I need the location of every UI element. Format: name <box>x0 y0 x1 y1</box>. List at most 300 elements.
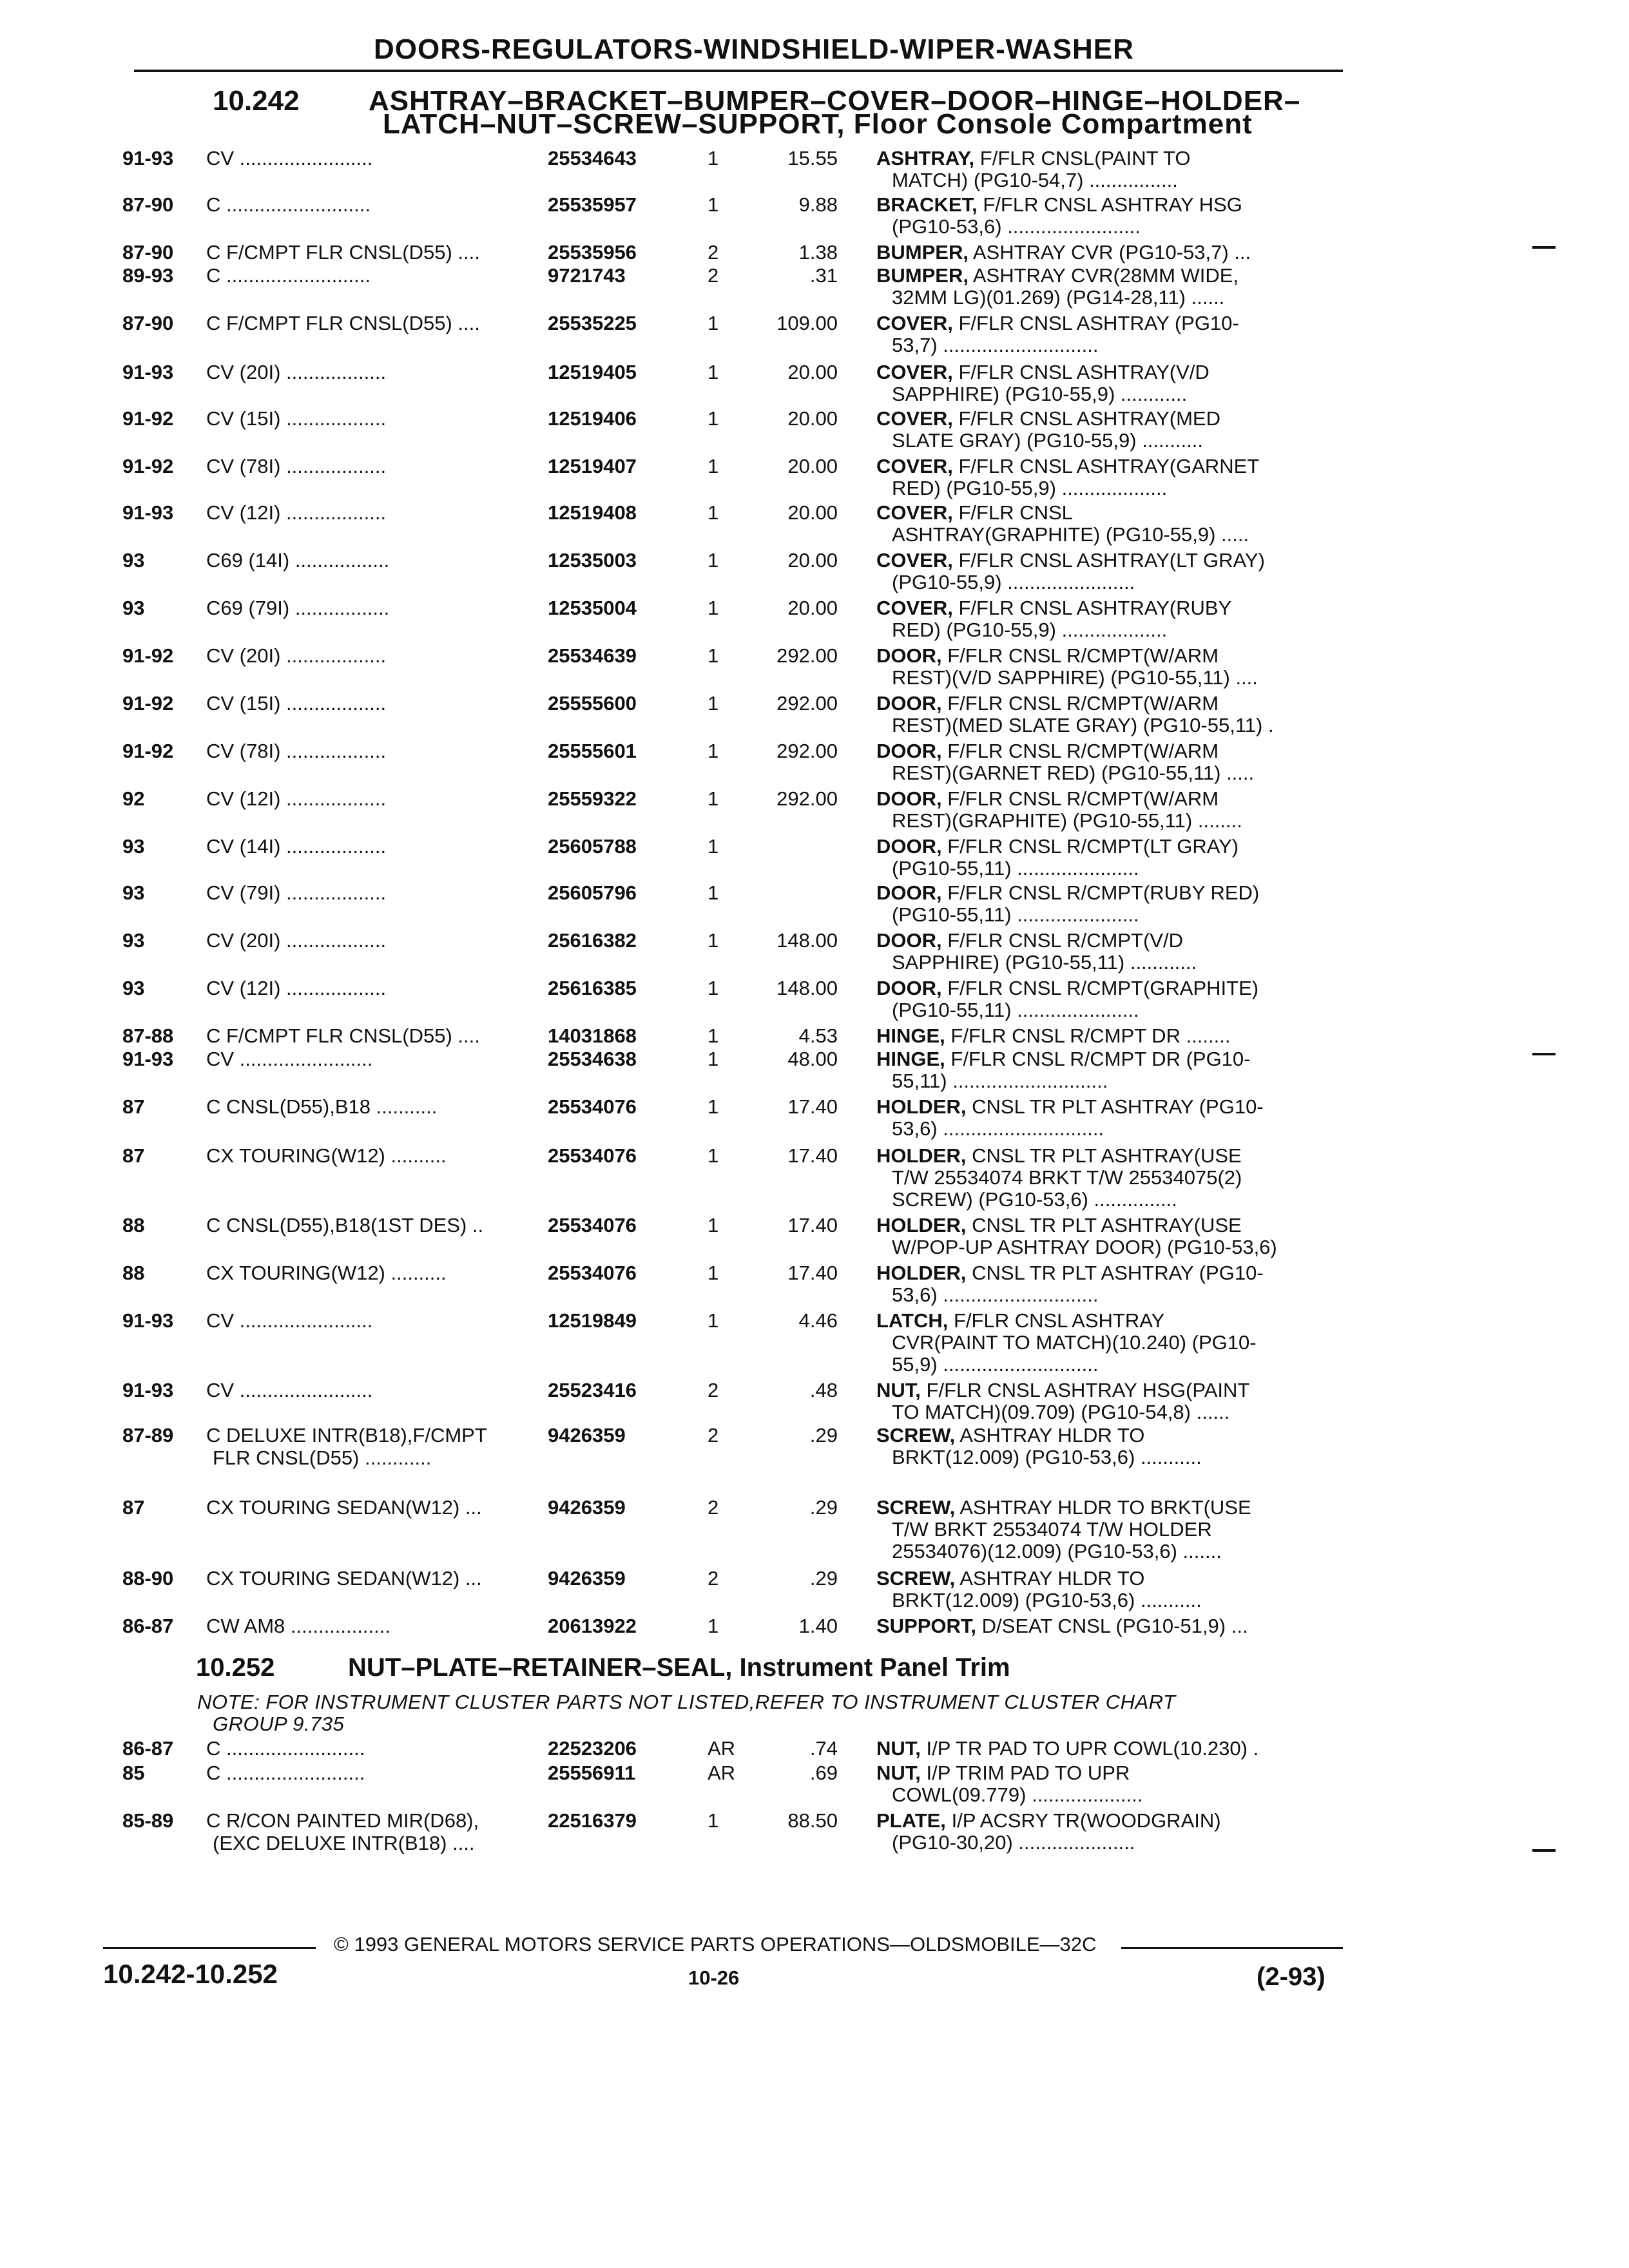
row-price: 20.00 <box>787 455 838 477</box>
row-part-number: 9426359 <box>548 1567 626 1590</box>
row-model: C69 (14I) ................. <box>206 549 390 572</box>
row-description-line1: F/FLR CNSL R/CMPT(W/ARM <box>947 644 1219 667</box>
table-row <box>0 361 1629 406</box>
row-description-line1: ASHTRAY HLDR TO <box>959 1567 1145 1590</box>
row-price: 292.00 <box>776 740 838 762</box>
row-price: 4.53 <box>798 1024 838 1047</box>
row-year: 92 <box>122 787 145 810</box>
row-year: 91-93 <box>122 1379 174 1401</box>
row-quantity: 1 <box>708 455 719 477</box>
row-price: 292.00 <box>776 692 838 715</box>
row-part-number: 14031868 <box>548 1024 637 1047</box>
row-part-name: COVER, <box>876 312 953 334</box>
table-row <box>0 1567 1629 1612</box>
row-description-line1: F/FLR CNSL R/CMPT(LT GRAY) <box>947 835 1239 858</box>
section2-title <box>348 1653 1010 1682</box>
row-part-name: NUT, <box>876 1379 921 1401</box>
row-description-line1: CNSL TR PLT ASHTRAY (PG10- <box>972 1262 1264 1284</box>
margin-tick <box>1532 1053 1556 1055</box>
table-row <box>0 1262 1629 1307</box>
row-description <box>876 644 1334 668</box>
table-row <box>0 1809 1629 1854</box>
row-part-name: ASHTRAY, <box>876 147 975 169</box>
row-price: 88.50 <box>787 1809 838 1832</box>
row-quantity: 1 <box>708 193 719 216</box>
row-price: 17.40 <box>787 1095 838 1118</box>
row-description-line1: CNSL TR PLT ASHTRAY (PG10- <box>972 1095 1264 1118</box>
section2-note-line1: NOTE: FOR INSTRUMENT CLUSTER PARTS NOT LISTED,REFER TO INSTRUMENT CLUSTER CHART <box>197 1691 1176 1713</box>
table-row <box>0 1095 1629 1140</box>
table-row <box>0 1496 1629 1562</box>
row-year: 87-90 <box>122 241 174 264</box>
row-description <box>876 312 1334 335</box>
row-part-number: 12519405 <box>548 361 637 383</box>
table-row <box>0 264 1629 309</box>
row-part-name: SCREW, <box>876 1496 956 1519</box>
row-part-name: HOLDER, <box>876 1262 967 1284</box>
row-year: 88-90 <box>122 1567 174 1590</box>
row-quantity: 1 <box>708 881 719 904</box>
row-price: .31 <box>809 264 838 287</box>
row-description-line1: F/FLR CNSL(PAINT TO <box>979 147 1191 169</box>
row-description <box>876 1496 1334 1519</box>
row-model: C DELUXE INTR(B18),F/CMPT <box>206 1424 487 1446</box>
row-price: .48 <box>809 1379 838 1401</box>
row-description-line2: SLATE GRAY) (PG10-55,9) ........... <box>892 429 1203 452</box>
margin-tick <box>1532 246 1556 249</box>
row-description <box>876 241 1334 264</box>
row-description <box>876 929 1334 952</box>
row-part-number: 25534076 <box>548 1144 637 1167</box>
row-description-line2: COWL(09.779) .................... <box>892 1783 1143 1806</box>
row-price: 148.00 <box>776 977 838 999</box>
row-description-line1: CNSL TR PLT ASHTRAY(USE <box>972 1144 1242 1167</box>
row-year: 87-90 <box>122 193 174 216</box>
footer-rule-left <box>103 1947 316 1949</box>
row-part-name: HOLDER, <box>876 1214 967 1236</box>
row-description <box>876 1567 1334 1590</box>
row-quantity: 1 <box>708 597 719 619</box>
row-price: 9.88 <box>798 193 838 216</box>
row-description-line2: (PG10-30,20) ..................... <box>892 1831 1135 1854</box>
row-quantity: AR <box>708 1762 736 1784</box>
row-quantity: 1 <box>708 1309 719 1332</box>
row-price: 1.38 <box>798 241 838 264</box>
row-price: 20.00 <box>787 501 838 524</box>
row-model: CV (12I) .................. <box>206 501 387 524</box>
row-model: C F/CMPT FLR CNSL(D55) .... <box>206 1024 480 1047</box>
row-description-line1: ASHTRAY CVR(28MM WIDE, <box>972 264 1239 287</box>
row-description-line1: F/FLR CNSL ASHTRAY HSG <box>983 193 1242 216</box>
row-quantity: AR <box>708 1737 736 1760</box>
row-price: 4.46 <box>798 1309 838 1332</box>
row-part-name: PLATE, <box>876 1809 946 1832</box>
row-description-line2: 32MM LG)(01.269) (PG14-28,11) ...... <box>892 286 1225 309</box>
row-description <box>876 1762 1334 1785</box>
row-year: 88 <box>122 1262 145 1284</box>
row-model: CV (20I) .................. <box>206 361 387 383</box>
row-model: CV (15I) .................. <box>206 692 387 715</box>
row-model: CV (79I) .................. <box>206 881 387 904</box>
row-year: 91-92 <box>122 455 174 477</box>
table-row <box>0 929 1629 974</box>
row-model-line2: (EXC DELUXE INTR(B18) .... <box>213 1832 475 1854</box>
row-part-name: DOOR, <box>876 835 942 858</box>
row-year: 93 <box>122 929 145 952</box>
row-description <box>876 1262 1334 1285</box>
row-part-name: DOOR, <box>876 740 942 762</box>
row-description-line1: ASHTRAY CVR (PG10-53,7) ... <box>972 241 1251 264</box>
row-part-number: 25555601 <box>548 740 637 762</box>
row-year: 87-90 <box>122 312 174 334</box>
row-year: 91-93 <box>122 361 174 383</box>
row-quantity: 2 <box>708 241 719 264</box>
row-price: 17.40 <box>787 1144 838 1167</box>
row-description <box>876 264 1334 287</box>
row-model: CV (78I) .................. <box>206 740 387 762</box>
row-description-line2: (PG10-55,9) ....................... <box>892 571 1135 593</box>
section-title-line2 <box>383 108 1253 140</box>
row-year: 91-93 <box>122 501 174 524</box>
row-quantity: 1 <box>708 312 719 334</box>
row-description-line2: (PG10-55,11) ...................... <box>892 903 1139 926</box>
row-price: 148.00 <box>776 929 838 952</box>
row-year: 87 <box>122 1144 145 1167</box>
row-price: 20.00 <box>787 407 838 430</box>
row-description-line2: 55,11) ............................ <box>892 1070 1108 1092</box>
row-part-number: 12519408 <box>548 501 637 524</box>
row-description-line2: (PG10-55,11) ...................... <box>892 999 1139 1021</box>
row-part-number: 12535004 <box>548 597 637 619</box>
table-row <box>0 835 1629 880</box>
row-description-line2: REST)(GARNET RED) (PG10-55,11) ..... <box>892 762 1255 784</box>
row-part-number: 22523206 <box>548 1737 637 1760</box>
row-part-number: 25534643 <box>548 147 637 169</box>
row-description <box>876 835 1334 858</box>
row-description-line2: RED) (PG10-55,9) ................... <box>892 477 1168 499</box>
row-model: CX TOURING(W12) .......... <box>206 1262 447 1284</box>
row-quantity: 1 <box>708 977 719 999</box>
row-quantity: 1 <box>708 147 719 169</box>
row-model: CV (12I) .................. <box>206 977 387 999</box>
row-part-name: HOLDER, <box>876 1095 967 1118</box>
row-quantity: 1 <box>708 1144 719 1167</box>
row-part-name: BUMPER, <box>876 264 969 287</box>
row-description-line2: T/W BRKT 25534074 T/W HOLDER <box>892 1518 1212 1541</box>
row-year: 91-92 <box>122 644 174 667</box>
row-description-line2: REST)(V/D SAPPHIRE) (PG10-55,11) .... <box>892 666 1258 689</box>
row-price: 48.00 <box>787 1048 838 1070</box>
row-price: .29 <box>809 1424 838 1446</box>
row-description-line1: CNSL TR PLT ASHTRAY(USE <box>972 1214 1242 1236</box>
row-part-number: 12519406 <box>548 407 637 430</box>
row-description-line2: REST)(GRAPHITE) (PG10-55,11) ........ <box>892 809 1242 832</box>
row-quantity: 2 <box>708 1379 719 1401</box>
row-description-line2: 53,6) ............................ <box>892 1283 1099 1306</box>
row-quantity: 1 <box>708 929 719 952</box>
section2-subtitle: Instrument Panel Trim <box>739 1653 1010 1682</box>
row-part-number: 25534076 <box>548 1262 637 1284</box>
row-price: 292.00 <box>776 644 838 667</box>
row-part-name: COVER, <box>876 407 953 430</box>
margin-tick <box>1532 1849 1556 1852</box>
row-description <box>876 1048 1334 1071</box>
row-quantity: 1 <box>708 835 719 858</box>
row-part-number: 12519849 <box>548 1309 637 1332</box>
row-part-name: DOOR, <box>876 881 942 904</box>
row-part-number: 25559322 <box>548 787 637 810</box>
row-model: C CNSL(D55),B18 ........... <box>206 1095 438 1118</box>
row-quantity: 1 <box>708 787 719 810</box>
row-year: 87 <box>122 1496 145 1519</box>
row-price: .69 <box>809 1762 838 1784</box>
row-description <box>876 1615 1334 1638</box>
row-description-line1: F/FLR CNSL ASHTRAY <box>953 1309 1165 1332</box>
row-model: C ......................... <box>206 1762 365 1784</box>
row-price: 17.40 <box>787 1214 838 1236</box>
row-model: CV (15I) .................. <box>206 407 387 430</box>
footer-rule-right <box>1121 1947 1343 1949</box>
row-description-line1: ASHTRAY HLDR TO BRKT(USE <box>959 1496 1251 1519</box>
row-quantity: 1 <box>708 1024 719 1047</box>
row-description-line1: F/FLR CNSL ASHTRAY(MED <box>958 407 1220 430</box>
row-quantity: 1 <box>708 1048 719 1070</box>
table-row <box>0 881 1629 927</box>
row-description-line3: SCREW) (PG10-53,6) ............... <box>892 1188 1177 1211</box>
row-description <box>876 361 1334 384</box>
row-part-name: DOOR, <box>876 692 942 715</box>
row-description-line2: RED) (PG10-55,9) ................... <box>892 619 1168 641</box>
row-description <box>876 1424 1334 1447</box>
row-part-number: 25605788 <box>548 835 637 858</box>
row-description-line2: CVR(PAINT TO MATCH)(10.240) (PG10- <box>892 1331 1257 1354</box>
row-part-name: COVER, <box>876 455 953 477</box>
row-part-number: 12535003 <box>548 549 637 572</box>
row-model: CX TOURING(W12) .......... <box>206 1144 447 1167</box>
table-row <box>0 193 1629 238</box>
row-description-line1: F/FLR CNSL ASHTRAY(RUBY <box>958 597 1232 619</box>
table-row <box>0 147 1629 192</box>
row-model: CW AM8 .................. <box>206 1615 390 1637</box>
row-description-line1: I/P TR PAD TO UPR COWL(10.230) . <box>926 1737 1259 1760</box>
table-row <box>0 1048 1629 1093</box>
table-row <box>0 407 1629 452</box>
row-description <box>876 1309 1334 1332</box>
row-year: 88 <box>122 1214 145 1236</box>
table-row <box>0 644 1629 689</box>
section-number: 10.242 <box>213 85 300 117</box>
row-part-name: LATCH, <box>876 1309 949 1332</box>
row-price: .29 <box>809 1496 838 1519</box>
row-description-line2: 53,6) ............................. <box>892 1117 1104 1140</box>
table-row <box>0 597 1629 642</box>
row-part-number: 20613922 <box>548 1615 637 1637</box>
table-row <box>0 740 1629 785</box>
row-year: 91-92 <box>122 407 174 430</box>
table-row <box>0 1379 1629 1424</box>
row-model-line2: FLR CNSL(D55) ............ <box>213 1446 432 1469</box>
row-part-name: DOOR, <box>876 644 942 667</box>
row-description <box>876 740 1334 763</box>
row-part-name: COVER, <box>876 361 953 383</box>
row-quantity: 2 <box>708 264 719 287</box>
row-model: C F/CMPT FLR CNSL(D55) .... <box>206 312 480 334</box>
row-description-line1: F/FLR CNSL R/CMPT(GRAPHITE) <box>947 977 1259 999</box>
row-description-line1: F/FLR CNSL R/CMPT(V/D <box>947 929 1183 952</box>
row-description-line2: BRKT(12.009) (PG10-53,6) ........... <box>892 1589 1202 1611</box>
row-price: 17.40 <box>787 1262 838 1284</box>
row-part-name: SUPPORT, <box>876 1615 977 1637</box>
row-model: CV (14I) .................. <box>206 835 387 858</box>
row-year: 93 <box>122 597 145 619</box>
row-description-line1: F/FLR CNSL ASHTRAY HSG(PAINT <box>926 1379 1250 1401</box>
row-quantity: 2 <box>708 1424 719 1446</box>
row-part-name: SCREW, <box>876 1424 956 1446</box>
row-part-name: NUT, <box>876 1737 921 1760</box>
row-price: 20.00 <box>787 597 838 619</box>
row-model: CV ........................ <box>206 1379 373 1401</box>
row-description-line2: BRKT(12.009) (PG10-53,6) ........... <box>892 1446 1202 1468</box>
row-year: 91-92 <box>122 740 174 762</box>
row-part-name: BRACKET, <box>876 193 978 216</box>
row-model: CX TOURING SEDAN(W12) ... <box>206 1567 482 1590</box>
table-row <box>0 692 1629 737</box>
row-description-line2: 53,7) ............................ <box>892 334 1099 356</box>
row-description-line1: F/FLR CNSL R/CMPT(W/ARM <box>947 740 1219 762</box>
row-description-line1: F/FLR CNSL R/CMPT DR (PG10- <box>950 1048 1251 1070</box>
row-part-name: HOLDER, <box>876 1144 967 1167</box>
section-subtitle: Floor Console Compartment <box>853 108 1253 140</box>
row-description-line2: ASHTRAY(GRAPHITE) (PG10-55,9) ..... <box>892 523 1249 546</box>
row-part-name: SCREW, <box>876 1567 956 1590</box>
row-year: 91-93 <box>122 147 174 169</box>
row-description-line1: F/FLR CNSL R/CMPT DR ........ <box>950 1024 1231 1047</box>
row-description <box>876 1737 1334 1760</box>
row-model: C .......................... <box>206 264 371 287</box>
row-part-number: 25555600 <box>548 692 637 715</box>
footer-page-number: 10-26 <box>688 1966 740 1989</box>
row-quantity: 1 <box>708 1095 719 1118</box>
footer-copyright: © 1993 GENERAL MOTORS SERVICE PARTS OPERATIONS—OLDSMOBILE—32C <box>334 1933 1097 1956</box>
section2-note-line2: GROUP 9.735 <box>213 1713 345 1735</box>
row-description <box>876 787 1334 811</box>
row-quantity: 1 <box>708 1262 719 1284</box>
row-part-number: 9426359 <box>548 1496 626 1519</box>
table-row <box>0 977 1629 1022</box>
row-description <box>876 501 1334 524</box>
row-model: CX TOURING SEDAN(W12) ... <box>206 1496 482 1519</box>
row-quantity: 1 <box>708 501 719 524</box>
row-year: 85-89 <box>122 1809 174 1832</box>
row-year: 93 <box>122 549 145 572</box>
row-model: C69 (79I) ................. <box>206 597 390 619</box>
row-description-line2: TO MATCH)(09.709) (PG10-54,8) ...... <box>892 1401 1230 1423</box>
row-year: 86-87 <box>122 1615 174 1637</box>
row-part-name: BUMPER, <box>876 241 969 264</box>
row-part-number: 25556911 <box>548 1762 636 1784</box>
table-row <box>0 549 1629 594</box>
row-description-line2: T/W 25534074 BRKT T/W 25534075(2) <box>892 1166 1242 1189</box>
row-part-number: 25534076 <box>548 1214 637 1236</box>
row-part-number: 25605796 <box>548 881 637 904</box>
row-model: CV (78I) .................. <box>206 455 387 477</box>
table-row <box>0 1214 1629 1259</box>
row-part-number: 25523416 <box>548 1379 637 1401</box>
row-price: 109.00 <box>776 312 838 334</box>
row-part-name: DOOR, <box>876 929 942 952</box>
row-description <box>876 455 1334 478</box>
row-description-line2: SAPPHIRE) (PG10-55,11) ............ <box>892 951 1197 974</box>
row-part-number: 12519407 <box>548 455 637 477</box>
row-quantity: 2 <box>708 1567 719 1590</box>
row-year: 93 <box>122 881 145 904</box>
header-rule <box>134 70 1343 72</box>
page-header-title: DOORS-REGULATORS-WINDSHIELD-WIPER-WASHER <box>374 34 1134 65</box>
row-price: 15.55 <box>787 147 838 169</box>
row-description-line2: (PG10-55,11) ...................... <box>892 857 1139 879</box>
row-price: .29 <box>809 1567 838 1590</box>
row-model: CV ........................ <box>206 147 373 169</box>
row-description-line2: W/POP-UP ASHTRAY DOOR) (PG10-53,6) <box>892 1236 1277 1258</box>
row-description-line1: F/FLR CNSL ASHTRAY (PG10- <box>958 312 1239 334</box>
row-description <box>876 407 1334 430</box>
row-description <box>876 1024 1334 1048</box>
row-part-number: 25616382 <box>548 929 637 952</box>
row-description-line1: D/SEAT CNSL (PG10-51,9) ... <box>981 1615 1248 1637</box>
row-quantity: 1 <box>708 549 719 572</box>
row-part-number: 25535956 <box>548 241 637 264</box>
row-description-line1: I/P TRIM PAD TO UPR <box>926 1762 1130 1784</box>
row-year: 91-93 <box>122 1309 174 1332</box>
row-description-line1: F/FLR CNSL ASHTRAY(LT GRAY) <box>958 549 1265 572</box>
row-year: 93 <box>122 835 145 858</box>
table-row <box>0 1762 1629 1807</box>
row-description <box>876 1095 1334 1119</box>
row-part-name: HINGE, <box>876 1024 945 1047</box>
row-price: 20.00 <box>787 361 838 383</box>
table-row <box>0 501 1629 546</box>
row-description-line1: F/FLR CNSL ASHTRAY(GARNET <box>958 455 1260 477</box>
row-description-line1: F/FLR CNSL R/CMPT(W/ARM <box>947 787 1219 810</box>
row-year: 91-92 <box>122 692 174 715</box>
row-description <box>876 692 1334 715</box>
row-description <box>876 977 1334 1000</box>
row-model: CV (20I) .................. <box>206 929 387 952</box>
row-description-line1: ASHTRAY HLDR TO <box>959 1424 1145 1446</box>
row-quantity: 1 <box>708 644 719 667</box>
row-description <box>876 1214 1334 1237</box>
row-part-name: NUT, <box>876 1762 921 1784</box>
table-row <box>0 1424 1629 1469</box>
row-description-line1: I/P ACSRY TR(WOODGRAIN) <box>951 1809 1221 1832</box>
row-part-name: HINGE, <box>876 1048 945 1070</box>
row-description-line1: F/FLR CNSL R/CMPT(W/ARM <box>947 692 1219 715</box>
row-part-number: 25616385 <box>548 977 637 999</box>
row-model: C F/CMPT FLR CNSL(D55) .... <box>206 241 480 264</box>
row-part-name: COVER, <box>876 597 953 619</box>
row-quantity: 1 <box>708 740 719 762</box>
row-price: 20.00 <box>787 549 838 572</box>
row-year: 86-87 <box>122 1737 174 1760</box>
row-model: CV ........................ <box>206 1309 373 1332</box>
row-description-line1: F/FLR CNSL R/CMPT(RUBY RED) <box>947 881 1260 904</box>
row-description <box>876 193 1334 216</box>
row-model: C R/CON PAINTED MIR(D68), <box>206 1809 479 1832</box>
row-description-line2: REST)(MED SLATE GRAY) (PG10-55,11) . <box>892 714 1274 736</box>
row-price: 292.00 <box>776 787 838 810</box>
table-row <box>0 1144 1629 1211</box>
row-model: CV ........................ <box>206 1048 373 1070</box>
